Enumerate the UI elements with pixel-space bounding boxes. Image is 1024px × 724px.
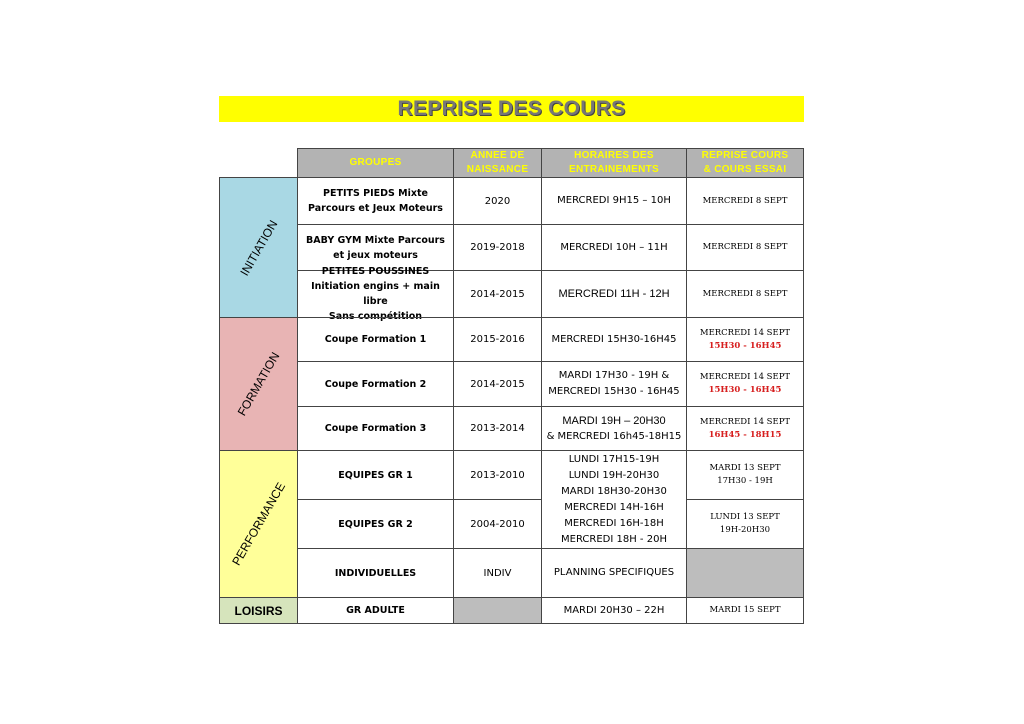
year-coupe-formation-1-value: 2015-2016	[470, 334, 525, 345]
horaire-gr-adulte	[541, 597, 687, 624]
year-baby-gym-value: 2019-2018	[470, 242, 525, 253]
year-coupe-formation-2	[453, 361, 542, 407]
group-petits-pieds-line1: PETITS PIEDS Mixte	[323, 188, 428, 199]
group-petits-pieds	[297, 177, 454, 225]
header-reprise	[686, 148, 804, 178]
reprise-baby-gym-value: MERCREDI 8 SEPT	[702, 242, 788, 252]
year-gr-adulte-empty	[453, 597, 542, 624]
group-petites-poussines-line2: Initiation engins + main libre	[311, 281, 440, 307]
reprise-equipes-gr-1-date: MARDI 13 SEPT	[709, 463, 781, 473]
reprise-baby-gym	[686, 224, 804, 271]
reprise-coupe-formation-1	[686, 317, 804, 362]
year-equipes-gr-2-value: 2004-2010	[470, 518, 525, 530]
reprise-gr-adulte-value: MARDI 15 SEPT	[709, 605, 781, 615]
reprise-gr-adulte	[686, 597, 804, 624]
group-individuelles	[297, 548, 454, 598]
category-initiation	[219, 177, 298, 318]
horaire-gr-adulte-value: MARDI 20H30 – 22H	[563, 604, 665, 616]
horaire-petites-poussines	[541, 270, 687, 318]
group-coupe-formation-1	[297, 317, 454, 362]
horaire-equipes-line: MERCREDI 16H-18H	[564, 517, 664, 529]
group-coupe-formation-3-label: Coupe Formation 3	[324, 423, 427, 434]
year-individuelles-value: INDIV	[483, 567, 512, 579]
horaire-equipes-line: LUNDI 19H-20H30	[568, 469, 660, 481]
group-equipes-gr-2-label: EQUIPES GR 2	[338, 518, 413, 530]
horaire-petites-poussines-value: MERCREDI 11H - 12H	[558, 288, 670, 300]
horaire-equipes-line: MERCREDI 18H - 20H	[561, 533, 667, 545]
category-performance	[219, 450, 298, 598]
group-coupe-formation-2	[297, 361, 454, 407]
header-horaires-line2: ENTRAINEMENTS	[568, 164, 659, 175]
horaire-baby-gym-value: MERCREDI 10H – 11H	[560, 241, 668, 253]
group-equipes-gr-2	[297, 499, 454, 549]
horaire-coupe-formation-3	[541, 406, 687, 451]
year-equipes-gr-1	[453, 450, 542, 500]
horaire-coupe-formation-2-line2: MERCREDI 15H30 - 16H45	[548, 386, 680, 397]
reprise-coupe-formation-2	[686, 361, 804, 407]
reprise-coupe-formation-2-time: 15H30 - 16H45	[708, 385, 782, 395]
horaire-coupe-formation-3-line2: & MERCREDI 16h45-18H15	[546, 430, 682, 442]
header-groupes	[297, 148, 454, 178]
header-groupes-label: GROUPES	[349, 157, 402, 168]
year-petites-poussines	[453, 270, 542, 318]
reprise-petites-poussines	[686, 270, 804, 318]
group-coupe-formation-3	[297, 406, 454, 451]
horaire-equipes-line: MERCREDI 14H-16H	[564, 501, 664, 513]
category-loisirs	[219, 597, 298, 624]
reprise-petites-poussines-value: MERCREDI 8 SEPT	[702, 288, 788, 299]
reprise-coupe-formation-3-date: MERCREDI 14 SEPT	[699, 416, 791, 427]
year-coupe-formation-3	[453, 406, 542, 451]
category-performance-label: PERFORMANCE	[229, 480, 288, 568]
horaire-petits-pieds-value: MERCREDI 9H15 – 10H	[557, 195, 671, 206]
horaire-coupe-formation-2	[541, 361, 687, 407]
year-coupe-formation-2-value: 2014-2015	[470, 378, 525, 390]
horaire-individuelles-value: PLANNING SPECIFIQUES	[553, 567, 675, 578]
year-petites-poussines-value: 2014-2015	[470, 288, 525, 300]
group-individuelles-label: INDIVIDUELLES	[334, 567, 417, 579]
reprise-coupe-formation-3-time: 16H45 - 18H15	[708, 429, 782, 440]
reprise-equipes-gr-1	[686, 450, 804, 500]
header-horaires-line1: HORAIRES DES	[574, 150, 654, 161]
horaire-coupe-formation-1	[541, 317, 687, 362]
header-annee	[453, 148, 542, 178]
horaire-coupe-formation-2-line1: MARDI 17H30 - 19H &	[558, 370, 670, 381]
reprise-coupe-formation-2-date: MERCREDI 14 SEPT	[699, 372, 791, 382]
reprise-equipes-gr-1-time: 17H30 - 19H	[717, 476, 773, 486]
year-coupe-formation-1	[453, 317, 542, 362]
reprise-equipes-gr-2-time: 19H-20H30	[719, 525, 771, 535]
reprise-coupe-formation-1-date: MERCREDI 14 SEPT	[699, 327, 791, 338]
reprise-coupe-formation-3	[686, 406, 804, 451]
horaire-equipes-line: LUNDI 17H15-19H	[568, 453, 660, 465]
group-gr-adulte-label: GR ADULTE	[346, 605, 405, 616]
header-annee-line1: ANNEE DE	[470, 150, 525, 161]
group-gr-adulte	[297, 597, 454, 624]
category-formation	[219, 317, 298, 451]
horaire-coupe-formation-3-line1: MARDI 19H – 20H30	[562, 414, 666, 427]
category-loisirs-label: LOISIRS	[234, 603, 283, 618]
reprise-petits-pieds-value: MERCREDI 8 SEPT	[702, 195, 788, 206]
year-baby-gym	[453, 224, 542, 271]
page-title: REPRISE DES COURS	[219, 96, 804, 122]
category-initiation-label: INITIATION	[236, 217, 281, 278]
reprise-petits-pieds	[686, 177, 804, 225]
group-petites-poussines-line3: Sans compétition	[328, 311, 423, 322]
reprise-equipes-gr-2-date: LUNDI 13 SEPT	[710, 512, 780, 522]
header-annee-line2: NAISSANCE	[466, 164, 529, 175]
group-coupe-formation-1-label: Coupe Formation 1	[324, 334, 427, 345]
group-petites-poussines-line1: PETITES POUSSINES	[321, 266, 430, 277]
year-equipes-gr-1-value: 2013-2010	[470, 469, 525, 481]
horaire-baby-gym	[541, 224, 687, 271]
header-reprise-line1: REPRISE COURS	[701, 150, 789, 161]
group-petites-poussines	[297, 266, 454, 322]
horaire-petits-pieds	[541, 177, 687, 225]
group-baby-gym-line1: BABY GYM Mixte Parcours	[306, 234, 445, 246]
category-formation-label: FORMATION	[234, 349, 283, 419]
horaire-individuelles	[541, 548, 687, 598]
reprise-coupe-formation-1-time: 15H30 - 16H45	[708, 340, 782, 351]
group-equipes-gr-1	[297, 450, 454, 500]
group-coupe-formation-2-label: Coupe Formation 2	[324, 378, 427, 390]
year-petits-pieds-value: 2020	[484, 195, 511, 207]
group-baby-gym-line2: et jeux moteurs	[333, 249, 418, 261]
header-horaires	[541, 148, 687, 178]
header-reprise-line2: & COURS ESSAI	[703, 164, 787, 175]
year-equipes-gr-2	[453, 499, 542, 549]
horaire-equipes-line: MARDI 18H30-20H30	[561, 485, 667, 497]
horaire-coupe-formation-1-value: MERCREDI 15H30-16H45	[551, 333, 677, 345]
year-individuelles	[453, 548, 542, 598]
group-petits-pieds-line2: Parcours et Jeux Moteurs	[308, 203, 443, 214]
reprise-individuelles-empty	[686, 548, 804, 598]
group-equipes-gr-1-label: EQUIPES GR 1	[338, 469, 413, 481]
horaire-equipes-gr	[541, 450, 687, 549]
year-coupe-formation-3-value: 2013-2014	[470, 423, 525, 434]
year-petits-pieds	[453, 177, 542, 225]
reprise-equipes-gr-2	[686, 499, 804, 549]
